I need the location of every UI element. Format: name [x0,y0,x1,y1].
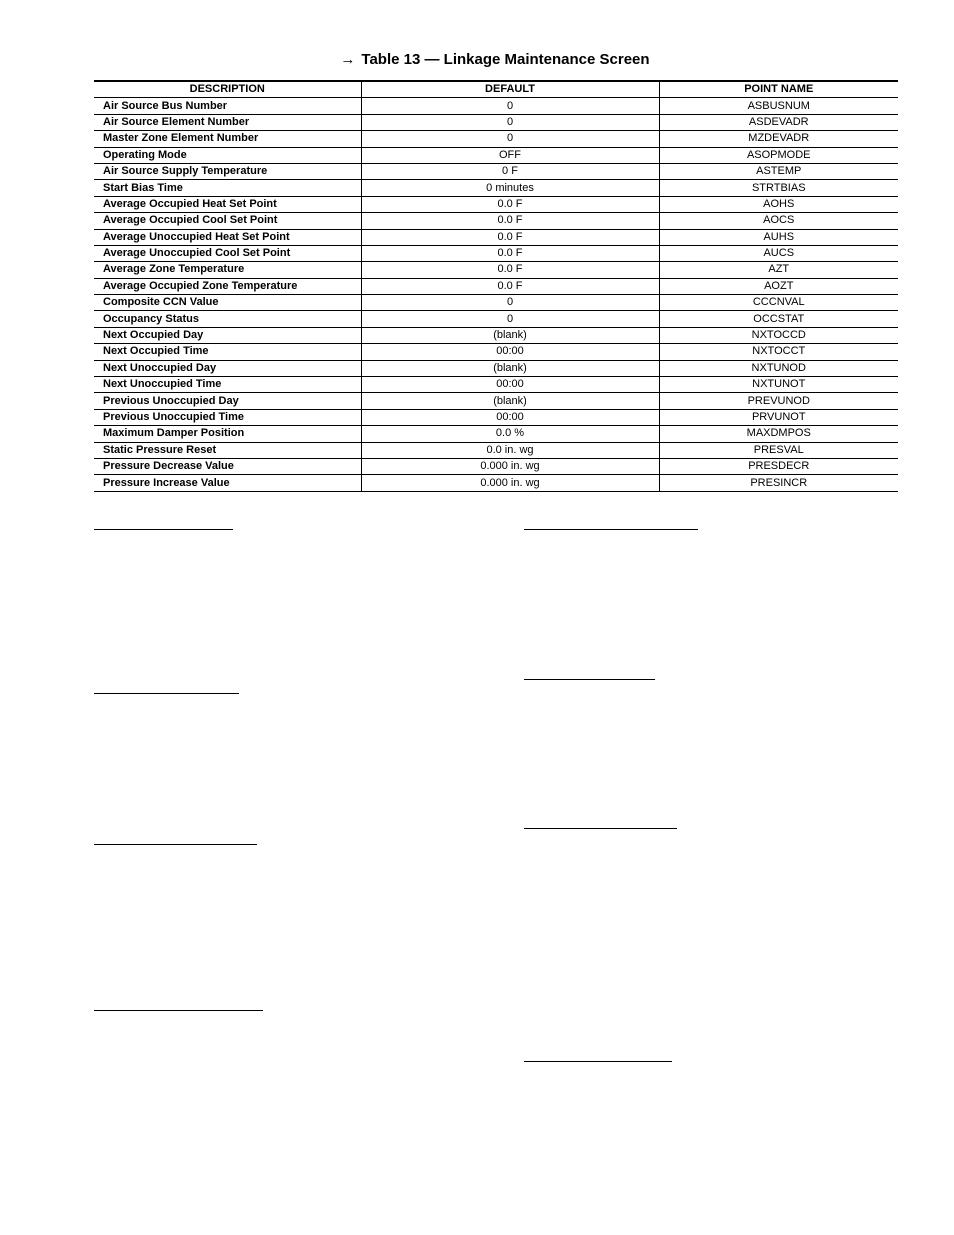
cell-point-name: NXTUNOT [659,377,898,393]
cell-description: Next Occupied Day [94,327,361,343]
cell-default: 0.0 F [361,213,659,229]
cell-point-name: NXTUNOD [659,360,898,376]
cell-description: Occupancy Status [94,311,361,327]
arrow-icon: → [340,51,356,68]
cell-default: 0.0 F [361,262,659,278]
cell-point-name: ASDEVADR [659,114,898,130]
table-title-text: Table 13 — Linkage Maintenance Screen [361,51,650,68]
cell-point-name: OCCSTAT [659,311,898,327]
cell-point-name: AZT [659,262,898,278]
section-rule [524,1061,672,1062]
cell-point-name: ASOPMODE [659,147,898,163]
cell-default: 00:00 [361,344,659,360]
cell-default: 0 [361,114,659,130]
table-row [94,98,898,114]
table-row [94,409,898,425]
table-row [94,278,898,294]
cell-default: 0.0 % [361,426,659,442]
table-row [94,311,898,327]
cell-default: (blank) [361,393,659,409]
cell-default: 0.0 F [361,278,659,294]
table-row [94,180,898,196]
cell-description: Next Unoccupied Day [94,360,361,376]
table-row [94,458,898,474]
cell-description: Next Unoccupied Time [94,377,361,393]
table-row [94,475,898,491]
table-row [94,147,898,163]
cell-default: 00:00 [361,409,659,425]
table-row [94,360,898,376]
table-row [94,393,898,409]
table-row [94,229,898,245]
cell-description: Average Zone Temperature [94,262,361,278]
cell-description: Air Source Bus Number [94,98,361,114]
cell-description: Average Unoccupied Cool Set Point [94,245,361,261]
cell-point-name: AUHS [659,229,898,245]
cell-description: Previous Unoccupied Day [94,393,361,409]
table-row [94,426,898,442]
cell-default: 0 [361,311,659,327]
section-rule [524,828,677,829]
cell-default: 0 minutes [361,180,659,196]
cell-point-name: PRESVAL [659,442,898,458]
cell-description: Previous Unoccupied Time [94,409,361,425]
cell-default: 0 [361,131,659,147]
cell-default: OFF [361,147,659,163]
cell-default: 0.000 in. wg [361,458,659,474]
table-row [94,377,898,393]
cell-point-name: MAXDMPOS [659,426,898,442]
cell-point-name: AOCS [659,213,898,229]
table-row [94,295,898,311]
cell-point-name: PRVUNOT [659,409,898,425]
cell-default: 0.0 F [361,229,659,245]
section-rule [524,679,655,680]
cell-point-name: MZDEVADR [659,131,898,147]
section-rule [94,844,257,845]
cell-point-name: AOHS [659,196,898,212]
cell-point-name: NXTOCCD [659,327,898,343]
cell-description: Start Bias Time [94,180,361,196]
table-row [94,163,898,179]
cell-default: (blank) [361,327,659,343]
cell-point-name: PREVUNOD [659,393,898,409]
table-row [94,327,898,343]
column-header-description: DESCRIPTION [94,81,361,98]
cell-description: Air Source Element Number [94,114,361,130]
cell-point-name: AUCS [659,245,898,261]
table-row [94,213,898,229]
cell-description: Next Occupied Time [94,344,361,360]
cell-default: 0.0 F [361,196,659,212]
table-row [94,131,898,147]
table-title [0,51,954,68]
cell-point-name: PRESINCR [659,475,898,491]
cell-default: 0.0 in. wg [361,442,659,458]
table-row [94,114,898,130]
cell-point-name: CCCNVAL [659,295,898,311]
cell-point-name: AOZT [659,278,898,294]
cell-description: Operating Mode [94,147,361,163]
column-header-default: DEFAULT [361,81,659,98]
table-header-row [94,81,898,98]
cell-point-name: ASTEMP [659,163,898,179]
section-rule [524,529,698,530]
cell-description: Average Occupied Heat Set Point [94,196,361,212]
linkage-maintenance-table [94,80,898,492]
cell-description: Pressure Decrease Value [94,458,361,474]
cell-default: 0 [361,98,659,114]
cell-description: Static Pressure Reset [94,442,361,458]
section-rule [94,1010,263,1011]
cell-description: Maximum Damper Position [94,426,361,442]
table-row [94,196,898,212]
cell-point-name: PRESDECR [659,458,898,474]
table-row [94,262,898,278]
cell-point-name: NXTOCCT [659,344,898,360]
cell-description: Average Occupied Zone Temperature [94,278,361,294]
cell-default: 0 F [361,163,659,179]
table-row [94,344,898,360]
cell-description: Composite CCN Value [94,295,361,311]
cell-description: Air Source Supply Temperature [94,163,361,179]
cell-description: Pressure Increase Value [94,475,361,491]
cell-default: 00:00 [361,377,659,393]
cell-description: Average Unoccupied Heat Set Point [94,229,361,245]
cell-default: 0.0 F [361,245,659,261]
cell-default: (blank) [361,360,659,376]
column-header-point-name: POINT NAME [659,81,898,98]
section-rule [94,693,239,694]
cell-default: 0.000 in. wg [361,475,659,491]
cell-point-name: ASBUSNUM [659,98,898,114]
table-body [94,98,898,491]
cell-point-name: STRTBIAS [659,180,898,196]
cell-description: Master Zone Element Number [94,131,361,147]
cell-description: Average Occupied Cool Set Point [94,213,361,229]
section-rule [94,529,233,530]
table-row [94,442,898,458]
cell-default: 0 [361,295,659,311]
table-row [94,245,898,261]
